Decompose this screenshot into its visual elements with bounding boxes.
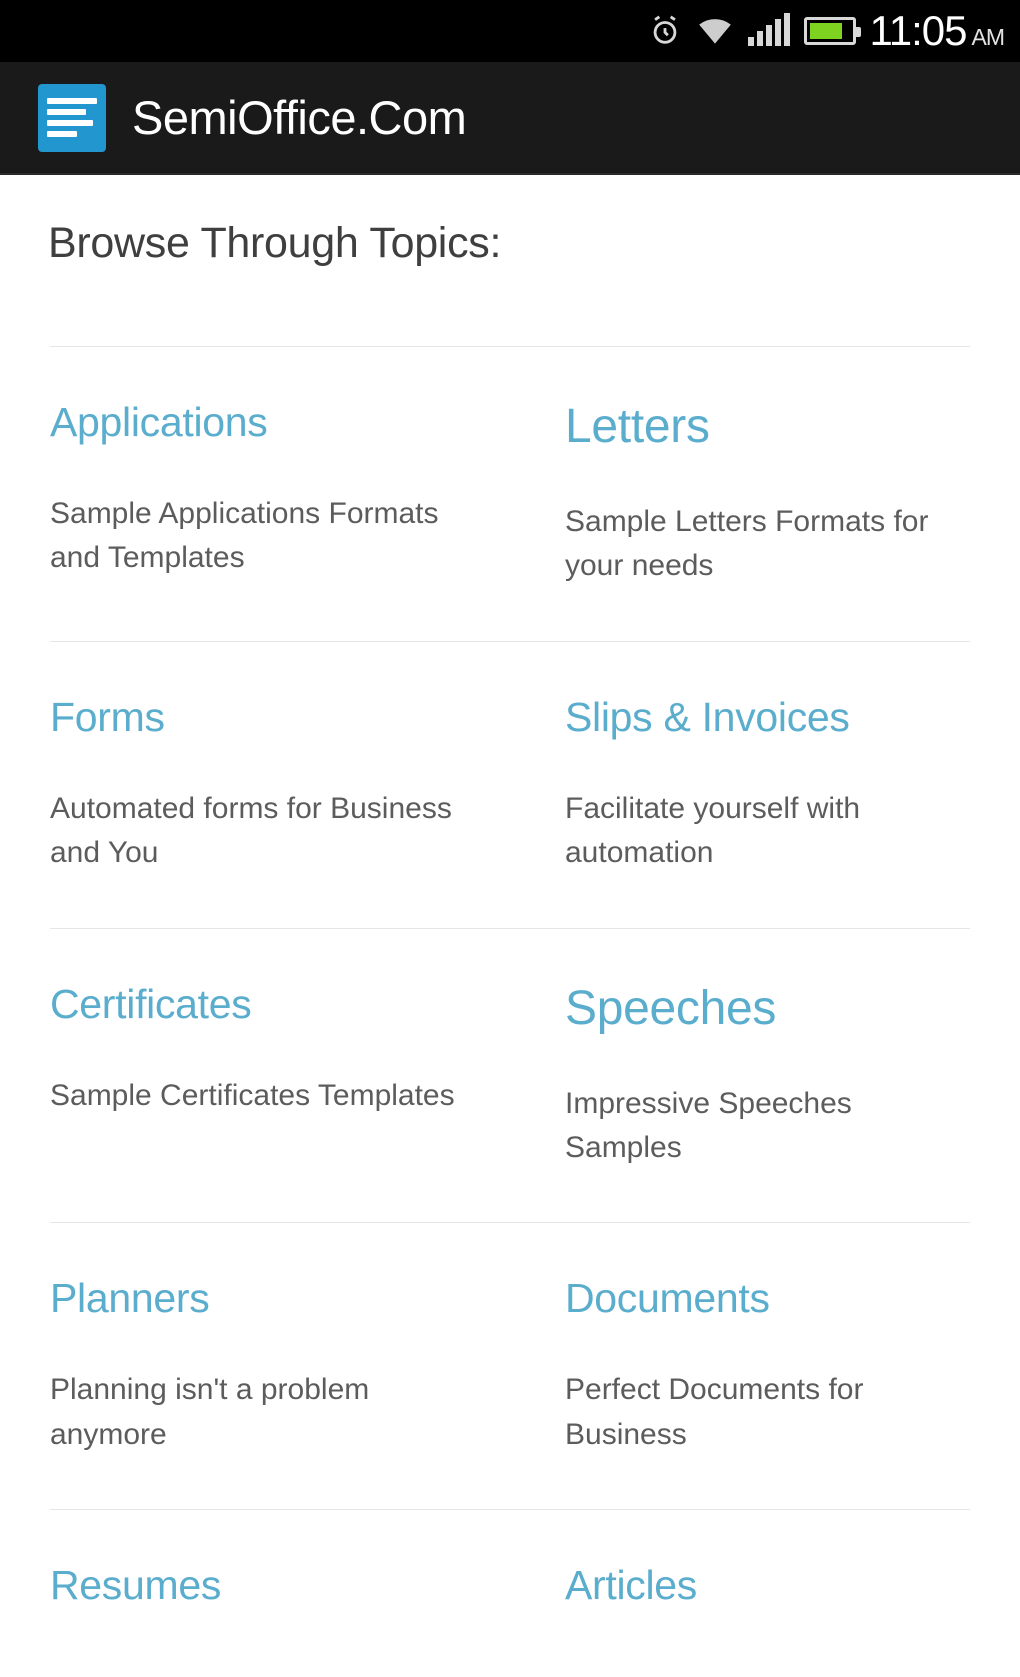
- topic-link[interactable]: Articles: [565, 1562, 698, 1609]
- topic-link[interactable]: Documents: [565, 1275, 770, 1322]
- topic-link[interactable]: Speeches: [565, 981, 777, 1035]
- topic-row: [50, 929, 970, 1224]
- topic-item-applications[interactable]: [50, 399, 510, 589]
- topic-link[interactable]: Resumes: [50, 1562, 222, 1609]
- topic-item-slips-invoices[interactable]: [510, 694, 970, 876]
- page-title: Browse Through Topics:: [48, 219, 502, 267]
- topic-link[interactable]: Certificates: [50, 980, 252, 1027]
- topic-description: Impressive Speeches Samples: [565, 1086, 852, 1164]
- alarm-clock-icon: [648, 14, 682, 48]
- topic-link[interactable]: Slips & Invoices: [565, 693, 850, 740]
- topic-item-planners[interactable]: [50, 1275, 510, 1457]
- topic-description: Automated forms for Business and You: [50, 791, 452, 870]
- main-content: [0, 175, 1020, 1661]
- topic-row: [50, 1223, 970, 1510]
- topic-description: Sample Letters Formats for your needs: [565, 505, 929, 583]
- topic-row: [50, 347, 970, 642]
- topic-link[interactable]: Planners: [50, 1275, 210, 1322]
- app-title-bar: [0, 62, 1020, 175]
- topic-item-speeches[interactable]: [510, 981, 970, 1171]
- topic-item-letters[interactable]: [510, 399, 970, 589]
- topic-row: [50, 1510, 970, 1661]
- topic-item-articles[interactable]: [510, 1562, 970, 1609]
- battery-icon: [804, 17, 856, 45]
- topic-item-forms[interactable]: [50, 694, 510, 876]
- clock-ampm: AM: [971, 24, 1004, 50]
- topic-item-resumes[interactable]: [50, 1562, 510, 1609]
- topic-link[interactable]: Applications: [50, 399, 268, 445]
- topic-description: Facilitate yourself with automation: [565, 791, 861, 870]
- topic-item-documents[interactable]: [510, 1275, 970, 1457]
- topic-item-certificates[interactable]: [50, 981, 510, 1171]
- app-title: SemiOffice.Com: [132, 91, 467, 144]
- status-bar: [0, 0, 1020, 62]
- status-bar-clock: [869, 7, 1005, 54]
- topic-link[interactable]: Letters: [565, 400, 710, 453]
- topic-link[interactable]: Forms: [50, 693, 165, 740]
- topic-description: Perfect Documents for Business: [565, 1373, 864, 1451]
- topic-description: Sample Certificates Templates: [50, 1078, 455, 1112]
- topic-description: Planning isn't a problem anymore: [50, 1373, 370, 1451]
- wifi-icon: [696, 15, 734, 47]
- topic-description: Sample Applications Formats and Templates: [50, 497, 439, 575]
- cellular-signal-icon: [748, 16, 790, 46]
- semioffice-logo-icon: [38, 84, 106, 152]
- topic-row: [50, 642, 970, 929]
- clock-time: 11:05: [869, 7, 967, 54]
